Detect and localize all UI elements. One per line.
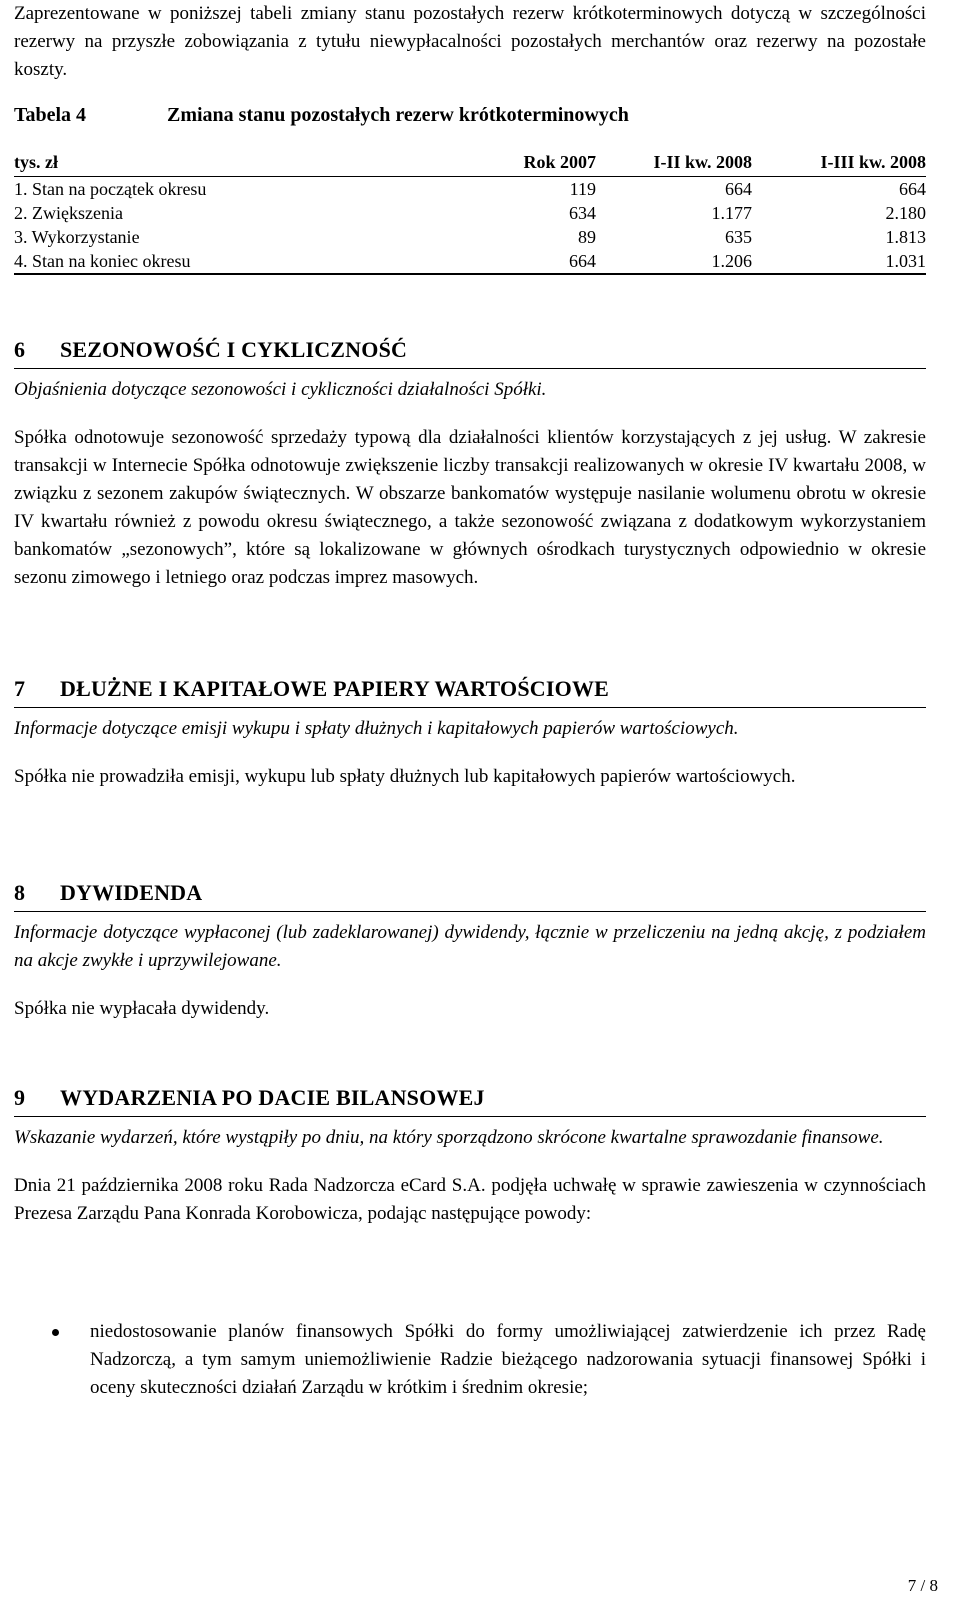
section-heading [14,332,926,369]
section-subtitle: Informacje dotyczące emisji wykupu i spłaty dłużnych i kapitałowych papierów wartościowych. [14,718,739,739]
list-item [14,1318,926,1402]
section-dividend [14,875,926,1023]
cell-value: 89 [578,227,596,247]
cell-value: 1.177 [711,203,752,223]
cell-value: 664 [725,179,752,199]
table-row [14,249,926,274]
bullet-icon [52,1329,59,1336]
section-number: 6 [14,337,26,362]
section-number: 7 [14,676,26,701]
section-subtitle: Informacje dotyczące wypłaconej (lub zadeklarowanej) dywidendy, łącznie w przeliczeniu na jedną akcję, z podziałem na akcje zwykłe i uprzywilejowane. [14,922,926,971]
section-seasonality [14,332,926,592]
cell-value: 634 [569,203,596,223]
cell-value: 1.813 [885,227,926,247]
page-number: 7 / 8 [907,1576,938,1595]
cell-value: 1.206 [711,251,752,271]
section-body: Spółka nie wypłacała dywidendy. [14,998,270,1019]
row-label: 3. Wykorzystanie [14,227,140,247]
table-header-row [14,148,926,177]
reserves-table [14,148,926,275]
column-header-unit: tys. zł [14,152,58,172]
table-row [14,177,926,202]
section-securities [14,671,926,791]
section-title: DYWIDENDA [60,880,203,905]
section-subtitle: Objaśnienia dotyczące sezonowości i cykliczności działalności Spółki. [14,379,547,400]
section-body: Dnia 21 października 2008 roku Rada Nadzorcza eCard S.A. podjęła uchwałę w sprawie zawieszenia w czynnościach Prezesa Zarządu Pana Konrada Korobowicza, podając następujące powody: [14,1175,926,1224]
cell-value: 1.031 [885,251,926,271]
intro-paragraph: Zaprezentowane w poniższej tabeli zmiany stanu pozostałych rezerw krótkoterminowych dotyczą w szczególności rezerwy na przyszłe zobowiązania z tytułu niewypłacalności pozostałych merchantów oraz rezerwy na pozostałe koszty. [14,3,926,80]
cell-value: 635 [725,227,752,247]
section-heading [14,875,926,912]
cell-value: 664 [569,251,596,271]
section-title: WYDARZENIA PO DACIE BILANSOWEJ [60,1085,485,1110]
table-row [14,225,926,249]
section-title: SEZONOWOŚĆ I CYKLICZNOŚĆ [60,337,408,362]
section-body: Spółka odnotowuje sezonowość sprzedaży typową dla działalności klientów korzystających z jej usług. W zakresie transakcji w Internecie Spółka odnotowuje zwiększenie liczby transakcji realizowanych w okresie IV kwartału 2008, w związku z sezonem zakupów świątecznych. W obszarze bankomatów występuje nasilanie wolumenu obrotu w okresie IV kwartału również z powodu okresu świątecznego, a także sezonowość związana z dodatkowym wykorzystaniem bankomatów „sezonowych”, które są lokalizowane w głównych ośrodkach turystycznych odpowiednio w okresie sezonu zimowego i letniego oraz podczas imprez masowych. [14,427,926,588]
table-caption [14,104,926,134]
table-row [14,201,926,225]
reasons-list [14,1318,926,1402]
cell-value: 2.180 [885,203,926,223]
column-header-2007: Rok 2007 [523,152,596,172]
section-heading [14,1080,926,1117]
row-label: 2. Zwiększenia [14,203,123,223]
cell-value: 664 [899,179,926,199]
section-post-balance-events [14,1080,926,1228]
row-label: 1. Stan na początek okresu [14,179,207,199]
list-item-text: niedostosowanie planów finansowych Spółki do formy umożliwiającej zatwierdzenie ich przez Radę Nadzorczą, a tym samym uniemożliwienie Radzie bieżącego nadzorowania sytuacji finansowej Spółki i oceny skuteczności działań Zarządu w krótkim i średnim okresie; [90,1321,926,1398]
cell-value: 119 [569,179,596,199]
section-subtitle: Wskazanie wydarzeń, które wystąpiły po dniu, na który sporządzono skrócone kwartalne sprawozdanie finansowe. [14,1127,884,1148]
section-number: 8 [14,880,26,905]
column-header-q1-q3-2008: I-III kw. 2008 [820,152,926,172]
column-header-q1-q2-2008: I-II kw. 2008 [653,152,752,172]
section-title: DŁUŻNE I KAPITAŁOWE PAPIERY WARTOŚCIOWE [60,676,610,701]
row-label: 4. Stan na koniec okresu [14,251,191,271]
section-body: Spółka nie prowadziła emisji, wykupu lub spłaty dłużnych lub kapitałowych papierów wartościowych. [14,766,796,787]
table-number: Tabela 4 [14,104,87,126]
section-heading [14,671,926,708]
table-title: Zmiana stanu pozostałych rezerw krótkoterminowych [167,104,629,126]
section-number: 9 [14,1085,26,1110]
